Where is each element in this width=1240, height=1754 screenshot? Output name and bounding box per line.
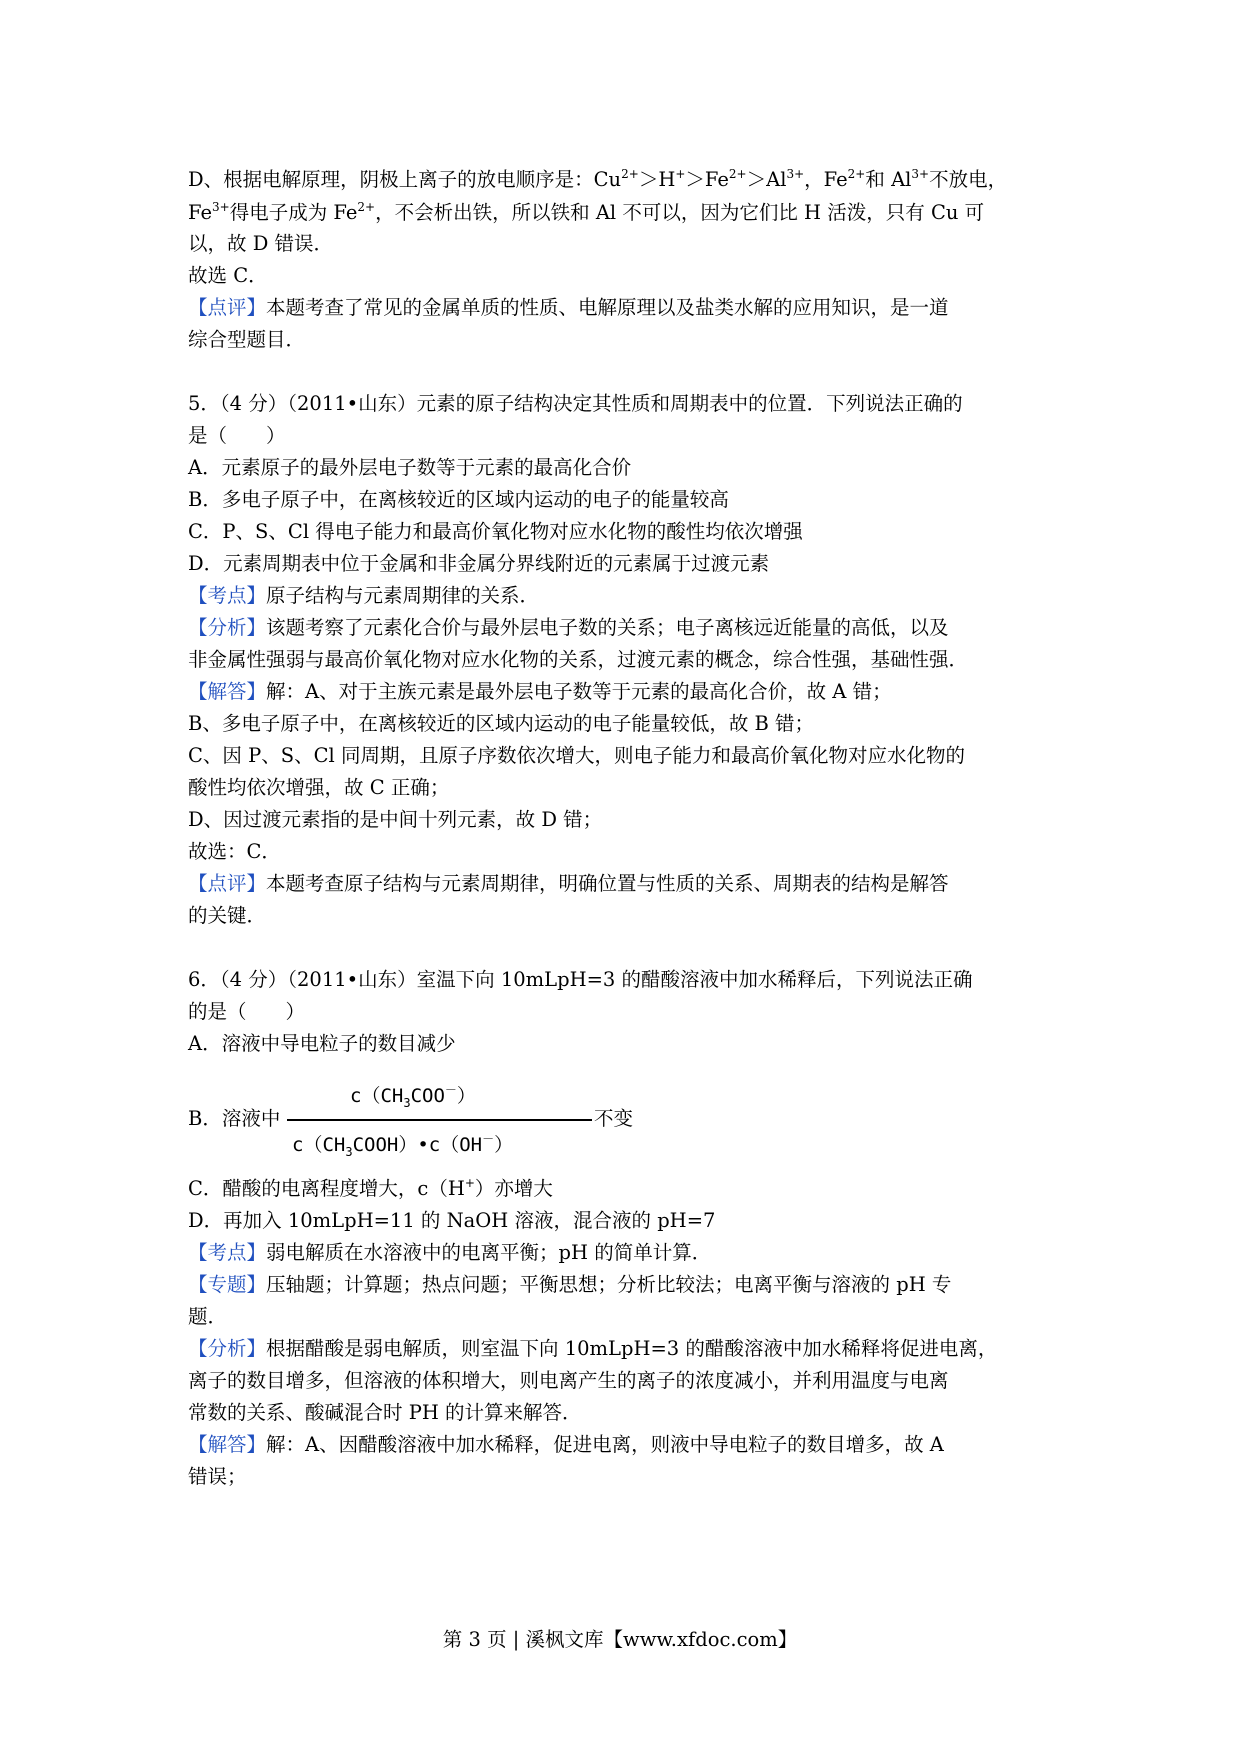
q6-option-b-tail: 不变: [594, 1107, 634, 1130]
q5-jieda-line-3: C、因 P、S、Cl 同周期，且原子序数依次增大，则电子能力和最高价氧化物对应水化物的: [188, 744, 965, 767]
q5-option-c: C．P、S、Cl 得电子能力和最高价氧化物对应水化物的酸性均依次增强: [188, 520, 803, 543]
q6-fenxi-line-2: 离子的数目增多，但溶液的体积增大，则电离产生的离子的浓度减小，并利用温度与电离: [188, 1369, 949, 1392]
kaodian-tag: 【考点】: [188, 1241, 267, 1264]
review-tag: 【点评】: [188, 872, 267, 895]
q4-review-line-2: 综合型题目．: [188, 328, 306, 351]
q6-stem-line-2: 的是（ ）: [188, 1000, 306, 1023]
kaodian-tag: 【考点】: [188, 584, 267, 607]
q6-zhuanti-line-2: 题．: [188, 1305, 228, 1328]
jieda-tag: 【解答】: [188, 1433, 267, 1456]
q5-review-line-2: 的关键．: [188, 904, 267, 927]
fenxi-tag: 【分析】: [188, 616, 267, 639]
review-tag: 【点评】: [188, 296, 267, 319]
q6-option-b-denominator: $c(CH_3COOH)•c(OH^-)$: [292, 1132, 514, 1159]
q4-d-line-3: 以，故 D 错误．: [188, 232, 334, 255]
q4-choice: 故选 C．: [188, 264, 268, 287]
page-footer: 第 3 页 | 溪枫文库【www.xfdoc.com】: [442, 1628, 798, 1651]
q5-choice: 故选：C．: [188, 840, 281, 863]
q6-stem-line-1: 6．（4 分）（2011•山东）室温下向 10mLpH=3 的醋酸溶液中加水稀释后，下列说法正确: [188, 968, 973, 991]
q6-fenxi-line-3: 常数的关系、酸碱混合时 PH 的计算来解答．: [188, 1401, 582, 1424]
q5-jieda-line-4: 酸性均依次增强，故 C 正确；: [188, 776, 450, 799]
q5-option-a: A．元素原子的最外层电子数等于元素的最高化合价: [188, 456, 632, 479]
q6-option-d: D．再加入 10mLpH=11 的 NaOH 溶液，混合液的 pH=7: [188, 1209, 716, 1232]
q6-fenxi-line-1: 【分析】根据醋酸是弱电解质，则室温下向 10mLpH=3 的醋酸溶液中加水稀释将促进电离，: [188, 1337, 998, 1360]
zhuanti-tag: 【专题】: [188, 1273, 267, 1296]
q6-option-b-numerator: $c(CH_3COO^-)$: [350, 1083, 476, 1110]
q5-fenxi-line-1: 【分析】该题考察了元素化合价与最外层电子数的关系；电子离核远近能量的高低，以及: [188, 616, 949, 639]
q6-jieda-line-1: 【解答】解：A、因醋酸溶液中加水稀释，促进电离，则液中导电粒子的数目增多，故 A: [188, 1433, 944, 1456]
q6-option-c: C．醋酸的电离程度增大，c（H+）亦增大: [188, 1176, 553, 1200]
q6-zhuanti-line-1: 【专题】压轴题；计算题；热点问题；平衡思想；分析比较法；电离平衡与溶液的 pH 专: [188, 1273, 952, 1296]
q5-stem-line-2: 是（ ）: [188, 424, 286, 447]
q6-option-b-lead: B．溶液中: [188, 1107, 281, 1130]
fenxi-tag: 【分析】: [188, 1337, 267, 1360]
q5-jieda-line-1: 【解答】解：A、对于主族元素是最外层电子数等于元素的最高化合价，故 A 错；: [188, 680, 892, 703]
q4-d-line-2: $Fe^{3+}$得电子成为 $Fe^{2+}$，不会析出铁，所以铁和 Al 不可以，因为它们比 H 活泼，只有 Cu 可: [188, 200, 985, 224]
q5-stem-line-1: 5．（4 分）（2011•山东）元素的原子结构决定其性质和周期表中的位置．下列说法正确的: [188, 392, 963, 415]
q5-option-b: B．多电子原子中，在离核较近的区域内运动的电子的能量较高: [188, 488, 729, 511]
q4-d-line-1: D、根据电解原理，阴极上离子的放电顺序是：$Cu^{2+}>H^+>Fe^{2+}>Al^{3+}$，$Fe^{2+}$和 $Al^{3+}$不放电，: [188, 167, 1008, 191]
q6-jieda-line-2: 错误；: [188, 1465, 247, 1488]
q4-review-line-1: 【点评】本题考查了常见的金属单质的性质、电解原理以及盐类水解的应用知识，是一道: [188, 296, 949, 319]
q5-kaodian: 【考点】原子结构与元素周期律的关系．: [188, 584, 540, 607]
q5-option-d: D．元素周期表中位于金属和非金属分界线附近的元素属于过渡元素: [188, 552, 770, 575]
q6-option-a: A．溶液中导电粒子的数目减少: [188, 1032, 456, 1055]
jieda-tag: 【解答】: [188, 680, 267, 703]
q6-kaodian: 【考点】弱电解质在水溶液中的电离平衡；pH 的简单计算．: [188, 1241, 712, 1264]
q5-fenxi-line-2: 非金属性强弱与最高价氧化物对应水化物的关系，过渡元素的概念，综合性强，基础性强．: [188, 648, 969, 671]
q5-review-line-1: 【点评】本题考查原子结构与元素周期律，明确位置与性质的关系、周期表的结构是解答: [188, 872, 949, 895]
q5-jieda-line-5: D、因过渡元素指的是中间十列元素，故 D 错；: [188, 808, 603, 831]
q6-fraction-bar: [287, 1119, 592, 1121]
q5-jieda-line-2: B、多电子原子中，在离核较近的区域内运动的电子能量较低，故 B 错；: [188, 712, 815, 735]
